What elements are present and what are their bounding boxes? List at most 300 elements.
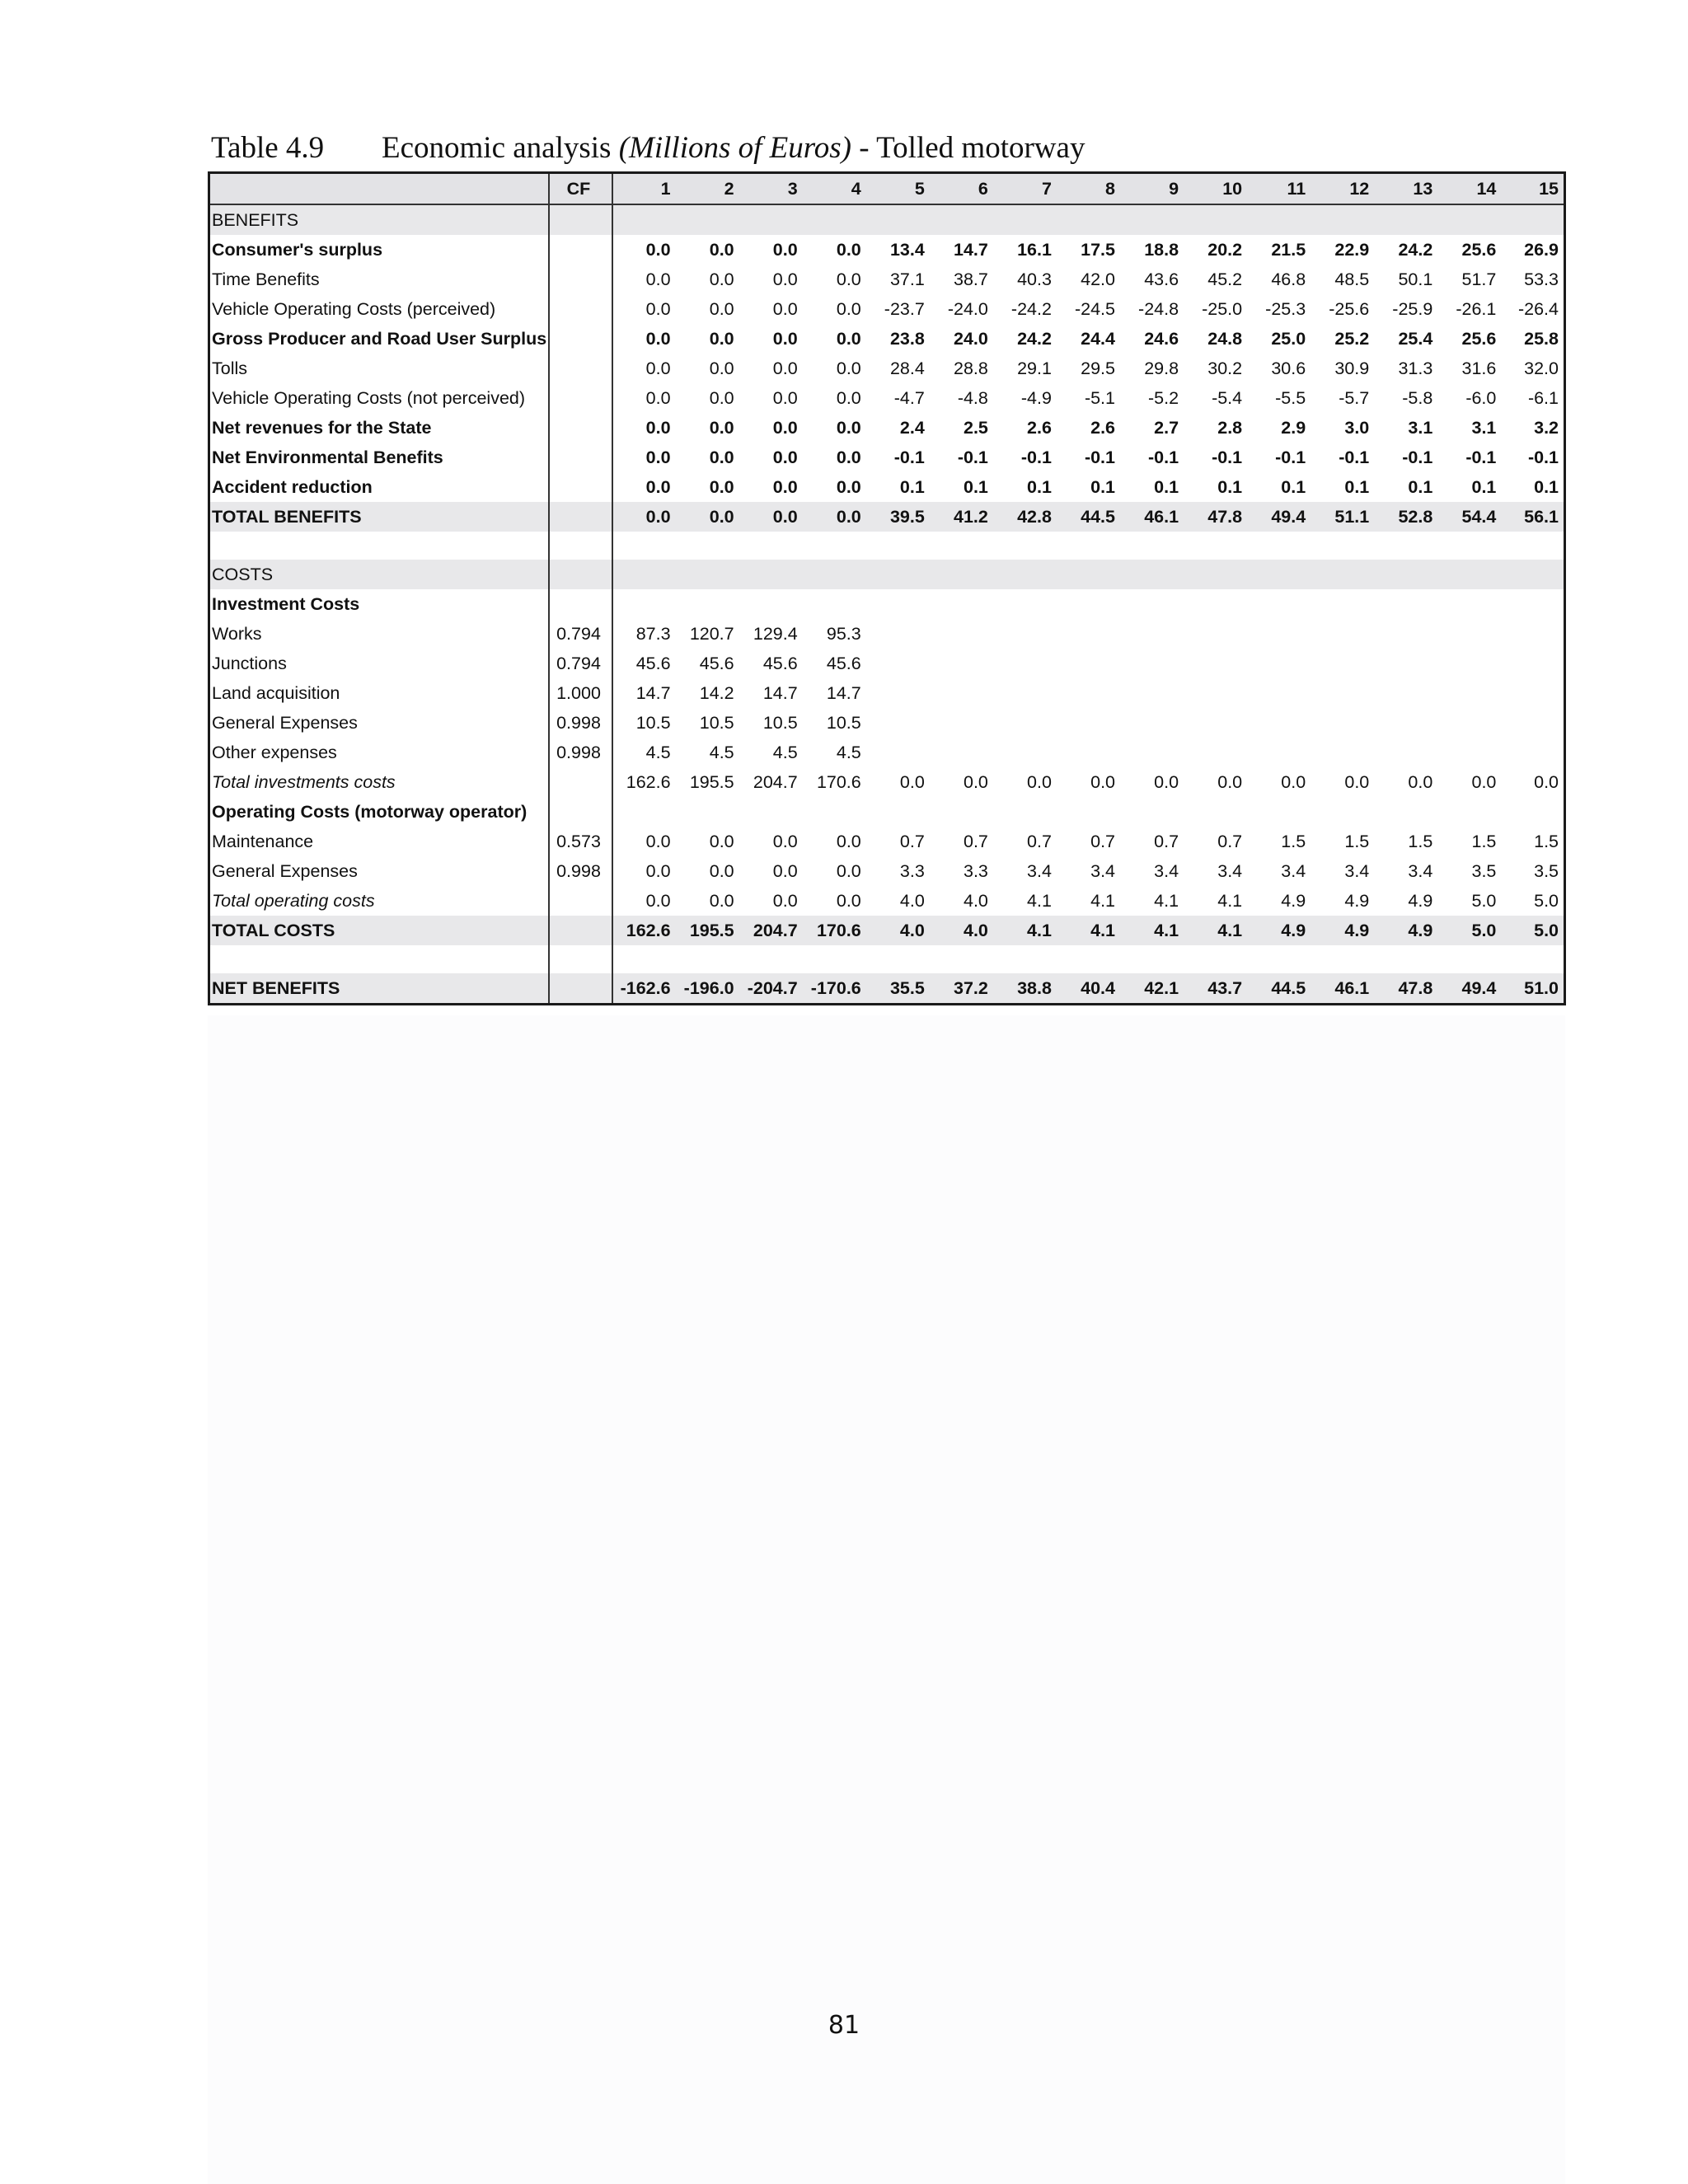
value-cell-year-11	[1247, 945, 1311, 973]
value-cell-year-4: 0.0	[836, 448, 861, 467]
value-cell-year-11: 0.1	[1281, 477, 1306, 497]
row-label: Operating Costs (motorway operator)	[212, 802, 528, 822]
value-cell-year-11	[1247, 738, 1311, 767]
value-cell-year-13: 0.0	[1408, 772, 1433, 792]
header-year-9: 9	[1120, 173, 1184, 205]
value-cell-year-7: 3.4	[1027, 861, 1052, 881]
value-cell-year-1: 0.0	[645, 418, 671, 438]
value-cell-year-15: 0.1	[1534, 477, 1559, 497]
value-cell-year-12: 30.9	[1334, 359, 1370, 378]
value-cell-year-15: 32.0	[1524, 359, 1559, 378]
value-cell-year-4: 0.0	[836, 329, 861, 349]
value-cell-year-15	[1501, 532, 1564, 560]
value-cell-year-10	[1184, 589, 1247, 619]
value-cell-year-8: 0.0	[1090, 772, 1115, 792]
value-cell-year-12: 4.9	[1311, 916, 1374, 945]
value-cell-year-14	[1437, 589, 1501, 619]
value-cell-year-7: 38.8	[993, 973, 1057, 1005]
value-cell-year-7	[993, 678, 1057, 708]
value-cell-year-2	[676, 945, 739, 973]
header-year-5: 5	[866, 173, 930, 205]
conversion-factor-cell	[549, 383, 612, 413]
value-cell-year-4: 14.7	[826, 683, 861, 703]
conversion-factor-cell	[549, 443, 612, 472]
value-cell-year-13: 25.4	[1398, 329, 1433, 349]
row-label: TOTAL COSTS	[209, 916, 549, 945]
value-cell-year-2: 0.0	[709, 861, 734, 881]
value-cell-year-12	[1311, 708, 1374, 738]
value-cell-year-9	[1120, 708, 1184, 738]
value-cell-year-4: 0.0	[836, 269, 861, 289]
value-cell-year-8	[1057, 649, 1120, 678]
value-cell-year-10: -25.0	[1202, 299, 1243, 319]
value-cell-year-12: 4.9	[1344, 891, 1370, 911]
value-cell-year-3: 0.0	[772, 359, 798, 378]
value-cell-year-9: 0.0	[1154, 772, 1179, 792]
value-cell-year-8: 3.4	[1090, 861, 1115, 881]
value-cell-year-2	[676, 532, 739, 560]
value-cell-year-6	[930, 619, 993, 649]
value-cell-year-6	[930, 708, 993, 738]
value-cell-year-14	[1437, 678, 1501, 708]
value-cell-year-11: -5.5	[1275, 388, 1306, 408]
table-row	[209, 797, 1565, 827]
value-cell-year-3: 10.5	[762, 713, 798, 733]
value-cell-year-11: -25.3	[1265, 299, 1306, 319]
value-cell-year-1	[612, 204, 676, 235]
table-row	[209, 856, 1565, 886]
value-cell-year-7: 16.1	[1017, 240, 1052, 260]
table-row	[209, 945, 1565, 973]
value-cell-year-10	[1184, 619, 1247, 649]
conversion-factor-cell	[549, 413, 612, 443]
value-cell-year-8: 42.0	[1081, 269, 1115, 289]
value-cell-year-6	[930, 945, 993, 973]
value-cell-year-13	[1374, 560, 1437, 589]
row-label	[209, 945, 549, 973]
value-cell-year-4: 0.0	[836, 477, 861, 497]
header-year-12: 12	[1311, 173, 1374, 205]
value-cell-year-9: 2.7	[1154, 418, 1179, 438]
value-cell-year-9	[1120, 945, 1184, 973]
value-cell-year-14: 49.4	[1437, 973, 1501, 1005]
conversion-factor-cell: 1.000	[549, 678, 612, 708]
value-cell-year-12	[1311, 945, 1374, 973]
value-cell-year-11: 0.0	[1281, 772, 1306, 792]
value-cell-year-5: 0.1	[899, 477, 925, 497]
page-number: 81	[828, 2011, 860, 2040]
value-cell-year-11: 1.5	[1281, 832, 1306, 851]
value-cell-year-6: 4.0	[963, 891, 988, 911]
conversion-factor-cell	[549, 472, 612, 502]
value-cell-year-6	[930, 738, 993, 767]
value-cell-year-13: 31.3	[1398, 359, 1433, 378]
value-cell-year-4: 95.3	[826, 624, 861, 644]
value-cell-year-9	[1120, 797, 1184, 827]
value-cell-year-1	[612, 532, 676, 560]
value-cell-year-8: -5.1	[1084, 388, 1115, 408]
value-cell-year-10: 0.0	[1217, 772, 1243, 792]
value-cell-year-14	[1437, 797, 1501, 827]
value-cell-year-10: -0.1	[1212, 448, 1243, 467]
table-row	[209, 443, 1565, 472]
table-row	[209, 532, 1565, 560]
value-cell-year-7	[993, 708, 1057, 738]
row-label: Other expenses	[212, 743, 337, 762]
table-row	[209, 678, 1565, 708]
value-cell-year-12	[1311, 589, 1374, 619]
value-cell-year-2: 0.0	[709, 388, 734, 408]
table-row	[209, 502, 1565, 532]
value-cell-year-13: 4.9	[1374, 916, 1437, 945]
value-cell-year-5: 2.4	[899, 418, 925, 438]
conversion-factor-cell	[549, 589, 612, 619]
header-year-11: 11	[1247, 173, 1311, 205]
value-cell-year-1: 0.0	[645, 269, 671, 289]
value-cell-year-12: 0.1	[1344, 477, 1370, 497]
value-cell-year-1: -162.6	[612, 973, 676, 1005]
row-label: Time Benefits	[212, 269, 320, 289]
value-cell-year-4: 0.0	[803, 502, 866, 532]
header-year-14: 14	[1437, 173, 1501, 205]
value-cell-year-5	[866, 532, 930, 560]
value-cell-year-14: 25.6	[1461, 240, 1497, 260]
value-cell-year-11: -0.1	[1275, 448, 1306, 467]
row-label: Net revenues for the State	[212, 418, 432, 438]
value-cell-year-3: 0.0	[772, 240, 798, 260]
value-cell-year-6	[930, 649, 993, 678]
value-cell-year-7: 2.6	[1027, 418, 1052, 438]
value-cell-year-7	[993, 738, 1057, 767]
value-cell-year-1: 0.0	[645, 891, 671, 911]
value-cell-year-4: 170.6	[803, 916, 866, 945]
value-cell-year-1: 0.0	[612, 502, 676, 532]
value-cell-year-13: 52.8	[1374, 502, 1437, 532]
value-cell-year-4: 0.0	[836, 359, 861, 378]
value-cell-year-8: 4.1	[1057, 916, 1120, 945]
value-cell-year-9: 4.1	[1120, 916, 1184, 945]
value-cell-year-14: 0.1	[1471, 477, 1497, 497]
value-cell-year-14: -6.0	[1465, 388, 1497, 408]
row-label: TOTAL BENEFITS	[209, 502, 549, 532]
conversion-factor-cell	[549, 502, 612, 532]
value-cell-year-1: 87.3	[635, 624, 671, 644]
value-cell-year-5: 37.1	[889, 269, 925, 289]
value-cell-year-10: 2.8	[1217, 418, 1243, 438]
conversion-factor-cell	[549, 973, 612, 1005]
value-cell-year-8	[1057, 738, 1120, 767]
header-year-3: 3	[739, 173, 803, 205]
value-cell-year-11	[1247, 708, 1311, 738]
value-cell-year-2: 45.6	[699, 654, 734, 673]
value-cell-year-5	[866, 560, 930, 589]
value-cell-year-8	[1057, 204, 1120, 235]
value-cell-year-12: 3.0	[1344, 418, 1370, 438]
value-cell-year-5: 0.0	[899, 772, 925, 792]
value-cell-year-1: 162.6	[612, 916, 676, 945]
page-background	[208, 1015, 1565, 2184]
value-cell-year-9: 24.6	[1144, 329, 1179, 349]
table-row	[209, 324, 1565, 354]
value-cell-year-3: 0.0	[772, 418, 798, 438]
value-cell-year-7	[993, 560, 1057, 589]
value-cell-year-2: 0.0	[709, 299, 734, 319]
value-cell-year-10: 4.1	[1217, 891, 1243, 911]
value-cell-year-4	[803, 945, 866, 973]
value-cell-year-3: 0.0	[772, 388, 798, 408]
value-cell-year-14: -26.1	[1456, 299, 1497, 319]
header-year-13: 13	[1374, 173, 1437, 205]
table-caption	[211, 130, 1085, 171]
value-cell-year-13: 0.1	[1408, 477, 1433, 497]
value-cell-year-4: 45.6	[826, 654, 861, 673]
value-cell-year-15	[1501, 560, 1564, 589]
conversion-factor-cell: 0.573	[549, 827, 612, 856]
value-cell-year-3: 0.0	[772, 299, 798, 319]
value-cell-year-15	[1501, 678, 1564, 708]
value-cell-year-1: 0.0	[645, 448, 671, 467]
value-cell-year-6	[930, 678, 993, 708]
row-label: COSTS	[209, 560, 549, 589]
value-cell-year-9: 18.8	[1144, 240, 1179, 260]
row-label: Net Environmental Benefits	[212, 448, 443, 467]
value-cell-year-6: 0.7	[963, 832, 988, 851]
value-cell-year-13: 3.4	[1408, 861, 1433, 881]
value-cell-year-3: 0.0	[772, 329, 798, 349]
value-cell-year-9: -5.2	[1148, 388, 1179, 408]
value-cell-year-15: 56.1	[1501, 502, 1564, 532]
table-title-end: - Tolled motorway	[851, 131, 1085, 165]
value-cell-year-15	[1501, 649, 1564, 678]
value-cell-year-2	[676, 589, 739, 619]
value-cell-year-3: 129.4	[753, 624, 798, 644]
value-cell-year-6: 38.7	[954, 269, 988, 289]
value-cell-year-4	[803, 589, 866, 619]
conversion-factor-cell	[549, 294, 612, 324]
value-cell-year-14: 0.0	[1471, 772, 1497, 792]
value-cell-year-14	[1437, 945, 1501, 973]
value-cell-year-1: 0.0	[645, 240, 671, 260]
conversion-factor-cell	[549, 945, 612, 973]
value-cell-year-6: 3.3	[963, 861, 988, 881]
row-label: Accident reduction	[212, 477, 373, 497]
table-row	[209, 560, 1565, 589]
value-cell-year-8: 40.4	[1057, 973, 1120, 1005]
value-cell-year-4: 0.0	[836, 891, 861, 911]
value-cell-year-5	[866, 708, 930, 738]
value-cell-year-12	[1311, 797, 1374, 827]
row-label: Total investments costs	[212, 772, 396, 792]
value-cell-year-13: 3.1	[1408, 418, 1433, 438]
value-cell-year-5: -0.1	[893, 448, 925, 467]
value-cell-year-1	[612, 945, 676, 973]
value-cell-year-15: 0.0	[1534, 772, 1559, 792]
value-cell-year-11	[1247, 532, 1311, 560]
header-year-15: 15	[1501, 173, 1564, 205]
conversion-factor-cell	[549, 767, 612, 797]
table-row	[209, 886, 1565, 916]
value-cell-year-11	[1247, 204, 1311, 235]
value-cell-year-11: 4.9	[1281, 891, 1306, 911]
value-cell-year-7: 4.1	[993, 916, 1057, 945]
value-cell-year-13: -25.9	[1392, 299, 1433, 319]
value-cell-year-9	[1120, 532, 1184, 560]
value-cell-year-5: 39.5	[866, 502, 930, 532]
value-cell-year-3: 0.0	[772, 891, 798, 911]
value-cell-year-12: 25.2	[1334, 329, 1370, 349]
value-cell-year-15: 51.0	[1501, 973, 1564, 1005]
table-body	[209, 204, 1565, 1005]
conversion-factor-cell	[549, 324, 612, 354]
value-cell-year-7: -24.2	[1010, 299, 1052, 319]
value-cell-year-10	[1184, 560, 1247, 589]
value-cell-year-5: 13.4	[889, 240, 925, 260]
value-cell-year-2: -196.0	[676, 973, 739, 1005]
value-cell-year-9	[1120, 619, 1184, 649]
value-cell-year-4: 4.5	[836, 743, 861, 762]
value-cell-year-10	[1184, 797, 1247, 827]
value-cell-year-13	[1374, 678, 1437, 708]
value-cell-year-3: 0.0	[772, 832, 798, 851]
value-cell-year-2: 0.0	[709, 448, 734, 467]
value-cell-year-11	[1247, 560, 1311, 589]
row-label: Consumer's surplus	[212, 240, 383, 260]
conversion-factor-cell	[549, 797, 612, 827]
row-label: General Expenses	[212, 861, 358, 881]
value-cell-year-3: 14.7	[762, 683, 798, 703]
value-cell-year-10: 45.2	[1207, 269, 1243, 289]
value-cell-year-2	[676, 560, 739, 589]
value-cell-year-14: 54.4	[1437, 502, 1501, 532]
header-label-cell	[209, 173, 549, 205]
value-cell-year-7: 29.1	[1017, 359, 1052, 378]
value-cell-year-2: 0.0	[709, 240, 734, 260]
value-cell-year-9: 0.1	[1154, 477, 1179, 497]
value-cell-year-9: -0.1	[1148, 448, 1179, 467]
value-cell-year-4: -170.6	[803, 973, 866, 1005]
value-cell-year-12: -5.7	[1339, 388, 1370, 408]
value-cell-year-14: 25.6	[1461, 329, 1497, 349]
value-cell-year-7	[993, 589, 1057, 619]
value-cell-year-10: 30.2	[1207, 359, 1243, 378]
value-cell-year-12: 1.5	[1344, 832, 1370, 851]
value-cell-year-9: 46.1	[1120, 502, 1184, 532]
value-cell-year-2: 0.0	[709, 329, 734, 349]
value-cell-year-11	[1247, 649, 1311, 678]
value-cell-year-15	[1501, 619, 1564, 649]
value-cell-year-1: 0.0	[645, 388, 671, 408]
value-cell-year-12: -0.1	[1339, 448, 1370, 467]
value-cell-year-3: 0.0	[772, 448, 798, 467]
value-cell-year-5	[866, 678, 930, 708]
value-cell-year-3: 0.0	[772, 861, 798, 881]
value-cell-year-14	[1437, 708, 1501, 738]
value-cell-year-6: 0.0	[963, 772, 988, 792]
value-cell-year-1: 45.6	[635, 654, 671, 673]
value-cell-year-11: 21.5	[1271, 240, 1306, 260]
value-cell-year-13	[1374, 797, 1437, 827]
value-cell-year-7: 0.7	[1027, 832, 1052, 851]
value-cell-year-13: 50.1	[1398, 269, 1433, 289]
value-cell-year-2: 0.0	[676, 502, 739, 532]
value-cell-year-13: 24.2	[1398, 240, 1433, 260]
table-row	[209, 413, 1565, 443]
value-cell-year-15	[1501, 708, 1564, 738]
row-label: Investment Costs	[212, 594, 360, 614]
value-cell-year-14: 3.5	[1471, 861, 1497, 881]
conversion-factor-cell: 0.998	[549, 738, 612, 767]
value-cell-year-7	[993, 649, 1057, 678]
value-cell-year-9: 42.1	[1120, 973, 1184, 1005]
value-cell-year-8: 2.6	[1090, 418, 1115, 438]
value-cell-year-4	[803, 797, 866, 827]
value-cell-year-6	[930, 560, 993, 589]
value-cell-year-3	[739, 589, 803, 619]
value-cell-year-3: 0.0	[772, 269, 798, 289]
value-cell-year-9: 3.4	[1154, 861, 1179, 881]
conversion-factor-cell: 0.794	[549, 649, 612, 678]
value-cell-year-11: 49.4	[1247, 502, 1311, 532]
conversion-factor-cell	[549, 916, 612, 945]
economic-analysis-table	[208, 171, 1566, 1005]
value-cell-year-7: 24.2	[1017, 329, 1052, 349]
value-cell-year-6	[930, 797, 993, 827]
value-cell-year-13: 1.5	[1408, 832, 1433, 851]
value-cell-year-14	[1437, 560, 1501, 589]
value-cell-year-9: -24.8	[1138, 299, 1179, 319]
value-cell-year-2	[676, 797, 739, 827]
value-cell-year-13	[1374, 532, 1437, 560]
value-cell-year-2: 0.0	[709, 891, 734, 911]
value-cell-year-12: 51.1	[1311, 502, 1374, 532]
table-row	[209, 265, 1565, 294]
value-cell-year-5	[866, 204, 930, 235]
value-cell-year-6: -24.0	[947, 299, 988, 319]
value-cell-year-10: 4.1	[1184, 916, 1247, 945]
row-label: Junctions	[212, 654, 287, 673]
value-cell-year-1: 4.5	[645, 743, 671, 762]
value-cell-year-12: -25.6	[1329, 299, 1370, 319]
value-cell-year-6: 28.8	[954, 359, 988, 378]
table-row	[209, 294, 1565, 324]
value-cell-year-7	[993, 619, 1057, 649]
value-cell-year-3: -204.7	[739, 973, 803, 1005]
conversion-factor-cell	[549, 532, 612, 560]
value-cell-year-14	[1437, 532, 1501, 560]
conversion-factor-cell: 0.998	[549, 708, 612, 738]
table-row	[209, 589, 1565, 619]
value-cell-year-15: 53.3	[1524, 269, 1559, 289]
value-cell-year-11: 25.0	[1271, 329, 1306, 349]
value-cell-year-5	[866, 589, 930, 619]
value-cell-year-7: 40.3	[1017, 269, 1052, 289]
value-cell-year-8: 0.7	[1090, 832, 1115, 851]
value-cell-year-3	[739, 945, 803, 973]
value-cell-year-5: 4.0	[899, 891, 925, 911]
value-cell-year-1: 162.6	[626, 772, 671, 792]
value-cell-year-7: 42.8	[993, 502, 1057, 532]
row-label: BENEFITS	[209, 204, 549, 235]
value-cell-year-9: 4.1	[1154, 891, 1179, 911]
value-cell-year-1	[612, 797, 676, 827]
conversion-factor-cell: 0.794	[549, 619, 612, 649]
header-cf: CF	[549, 173, 612, 205]
table-row	[209, 383, 1565, 413]
value-cell-year-3	[739, 204, 803, 235]
value-cell-year-1: 0.0	[645, 329, 671, 349]
value-cell-year-4: 0.0	[836, 832, 861, 851]
value-cell-year-10: 43.7	[1184, 973, 1247, 1005]
